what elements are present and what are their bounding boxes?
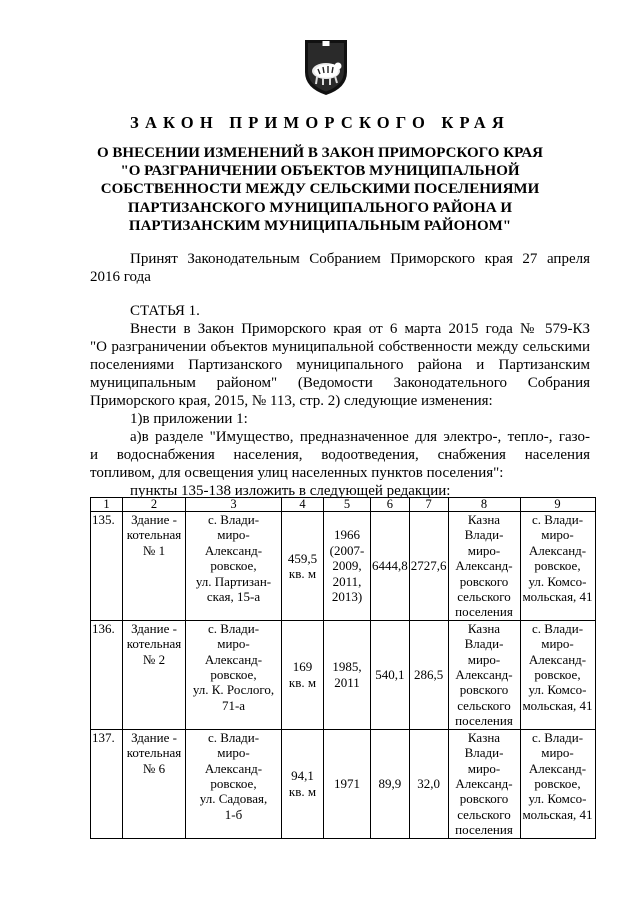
cell-line: ул. Партизан- — [195, 573, 272, 589]
cell-line: Здание - — [131, 729, 177, 745]
column-header: 2 — [123, 498, 186, 512]
cell-line: Александ- — [455, 558, 513, 574]
cell-address — [186, 729, 282, 838]
cell-line: Александ- — [455, 667, 513, 683]
cell-line: Александ- — [204, 760, 263, 776]
adoption-paragraph — [90, 250, 590, 286]
cell-line: ул. Комсо- — [528, 791, 587, 807]
cell-line: поселения — [455, 604, 513, 620]
cell-line: (2007- — [329, 542, 365, 558]
article-text-line: Приморского края, 2015, № 113, стр. 2) следующие изменения: — [90, 393, 493, 409]
cell-name — [123, 729, 186, 838]
cell-line: 94,1 — [291, 768, 314, 784]
cell-c6: 89,9 — [371, 729, 410, 838]
cell-line: Казна — [467, 729, 501, 745]
cell-line: ровское, — [534, 667, 581, 683]
cell-line: 1966 — [334, 527, 360, 543]
adoption-line: 2016 года — [90, 269, 151, 285]
cell-line: с. Влади- — [531, 620, 584, 636]
cell-line: кв. м — [288, 565, 317, 581]
cell-line: ровское, — [534, 558, 581, 574]
cell-target — [520, 512, 595, 621]
cell-owner — [448, 620, 520, 729]
article-body — [90, 302, 590, 500]
cell-line: 1985, — [332, 659, 362, 675]
cell-line: котельная — [126, 745, 182, 761]
cell-year — [324, 729, 371, 838]
cell-line: 459,5 — [287, 550, 318, 566]
primorsky-krai-coat-of-arms-icon — [303, 38, 349, 96]
cell-line: ул. Комсо- — [528, 573, 587, 589]
cell-target — [520, 620, 595, 729]
cell-line: Александ- — [204, 542, 263, 558]
cell-line: Александ- — [528, 651, 587, 667]
subtitle-line: О ВНЕСЕНИИ ИЗМЕНЕНИЙ В ЗАКОН ПРИМОРСКОГО КРАЯ — [97, 145, 543, 161]
article-heading: СТАТЬЯ 1. — [130, 303, 200, 319]
cell-line: с. Влади- — [207, 729, 260, 745]
article-text-line: муниципальным районом" (Ведомости Законодательного Собрания — [90, 375, 590, 391]
cell-line: миро- — [541, 527, 574, 543]
cell-line: № 2 — [142, 651, 166, 667]
cell-line: Здание - — [131, 512, 177, 527]
cell-line: Александ- — [455, 775, 513, 791]
cell-line: поселения — [455, 822, 513, 838]
cell-line: № 6 — [142, 760, 166, 776]
cell-line: с. Влади- — [531, 729, 584, 745]
column-header: 6 — [371, 498, 410, 512]
cell-line: Казна — [467, 620, 501, 636]
cell-c6: 540,1 — [371, 620, 410, 729]
article-text-line: а)в разделе "Имущество, предназначенное для электро-, тепло-, газо- — [130, 429, 590, 445]
cell-line: 2013) — [331, 589, 363, 605]
cell-line: ровское, — [534, 775, 581, 791]
cell-line: миро- — [541, 745, 574, 761]
table-row — [91, 512, 596, 621]
cell-line: ровское, — [210, 667, 257, 683]
cell-line: миро- — [467, 651, 501, 667]
cell-line: миро- — [541, 636, 574, 652]
cell-line: кв. м — [288, 674, 317, 690]
article-text-line: топливом, для освещения улиц населенных пунктов поселения": — [90, 465, 504, 481]
table-row — [91, 620, 596, 729]
cell-line: миро- — [467, 542, 501, 558]
cell-line: ул. Комсо- — [528, 682, 587, 698]
cell-year — [324, 620, 371, 729]
table-header-row — [91, 498, 596, 512]
property-table — [90, 497, 596, 839]
cell-line: кв. м — [288, 783, 317, 799]
cell-line: миро- — [467, 760, 501, 776]
cell-line: котельная — [126, 636, 182, 652]
cell-line: с. Влади- — [207, 620, 260, 636]
cell-line: с. Влади- — [531, 512, 584, 527]
cell-line: 71-а — [221, 697, 246, 713]
cell-address — [186, 512, 282, 621]
cell-line: Влади- — [464, 636, 504, 652]
cell-address — [186, 620, 282, 729]
article-text-line: "О разграничении объектов муниципальной собственности между сельскими — [90, 339, 590, 355]
table-row — [91, 729, 596, 838]
subtitle-line: СОБСТВЕННОСТИ МЕЖДУ СЕЛЬСКИМИ ПОСЕЛЕНИЯМИ — [100, 181, 540, 198]
cell-target — [520, 729, 595, 838]
cell-line: сельского — [457, 589, 511, 605]
cell-line: 2009, — [332, 558, 362, 574]
column-header: 7 — [409, 498, 448, 512]
cell-line: ровского — [459, 791, 509, 807]
column-header: 1 — [91, 498, 123, 512]
coat-of-arms-emblem — [303, 38, 349, 96]
cell-line: мольская, 41 — [522, 806, 593, 822]
cell-c7: 32,0 — [409, 729, 448, 838]
cell-name — [123, 620, 186, 729]
cell-line: 2011, — [332, 573, 362, 589]
cell-line: 1-б — [224, 806, 243, 822]
cell-area — [282, 729, 324, 838]
cell-owner — [448, 729, 520, 838]
cell-line: с. Влади- — [207, 512, 260, 527]
article-text-line: и водоснабжения населения, водоотведения, снабжения населения — [90, 447, 590, 463]
row-number-cell: 137. — [91, 729, 123, 838]
cell-line: котельная — [126, 527, 182, 543]
cell-line: ровского — [459, 573, 509, 589]
cell-c7: 286,5 — [409, 620, 448, 729]
row-number-cell: 135. — [91, 512, 123, 621]
column-header: 9 — [520, 498, 595, 512]
column-header: 3 — [186, 498, 282, 512]
cell-line: миро- — [217, 527, 250, 543]
article-text-line: Внести в Закон Приморского края от 6 марта 2015 года № 579-КЗ — [130, 321, 590, 337]
cell-line: Влади- — [464, 527, 504, 543]
subtitle-line: ПАРТИЗАНСКИМ МУНИЦИПАЛЬНЫМ РАЙОНОМ" — [128, 217, 512, 234]
cell-area — [282, 512, 324, 621]
law-subtitle — [90, 144, 550, 235]
row-number-cell: 136. — [91, 620, 123, 729]
cell-c6: 6444,8 — [371, 512, 410, 621]
subtitle-line: ПАРТИЗАНСКОГО МУНИЦИПАЛЬНОГО РАЙОНА И — [127, 199, 513, 216]
cell-line: Казна — [467, 512, 501, 527]
cell-line: Александ- — [528, 542, 587, 558]
cell-line: ская, 15-а — [206, 589, 261, 605]
cell-line: ул. К. Рослого, — [192, 682, 275, 698]
cell-line: Влади- — [464, 745, 504, 761]
cell-owner — [448, 512, 520, 621]
column-header: 4 — [282, 498, 324, 512]
cell-line: 1971 — [334, 775, 360, 791]
cell-line: 169 — [292, 659, 313, 675]
cell-line: № 1 — [142, 542, 166, 558]
cell-line: ровского — [459, 682, 509, 698]
article-text-line: пункты 135-138 изложить в следующей редакции: — [130, 483, 451, 499]
adoption-line: Принят Законодательным Собранием Приморского края 27 апреля — [130, 251, 590, 267]
cell-line: ровское, — [210, 558, 257, 574]
cell-line: миро- — [217, 636, 250, 652]
cell-line: мольская, 41 — [522, 589, 593, 605]
cell-line: Александ- — [528, 760, 587, 776]
cell-c7: 2727,6 — [409, 512, 448, 621]
cell-line: сельского — [457, 806, 511, 822]
article-text-line: поселениями Партизанского муниципального района и Партизанским — [90, 357, 590, 373]
cell-line: сельского — [457, 697, 511, 713]
column-header: 5 — [324, 498, 371, 512]
cell-line: ровское, — [210, 775, 257, 791]
cell-line: ул. Садовая, — [199, 791, 268, 807]
cell-line: мольская, 41 — [522, 697, 593, 713]
cell-line: Здание - — [131, 620, 177, 636]
cell-year — [324, 512, 371, 621]
law-title: ЗАКОН ПРИМОРСКОГО КРАЯ — [130, 113, 510, 132]
subtitle-line: "О РАЗГРАНИЧЕНИИ ОБЪЕКТОВ МУНИЦИПАЛЬНОЙ — [120, 163, 520, 180]
cell-name — [123, 512, 186, 621]
cell-area — [282, 620, 324, 729]
cell-line: поселения — [455, 713, 513, 729]
cell-line: 2011 — [334, 674, 360, 690]
cell-line: Александ- — [204, 651, 263, 667]
column-header: 8 — [448, 498, 520, 512]
article-item: 1)в приложении 1: — [130, 411, 248, 427]
cell-line: миро- — [217, 745, 250, 761]
